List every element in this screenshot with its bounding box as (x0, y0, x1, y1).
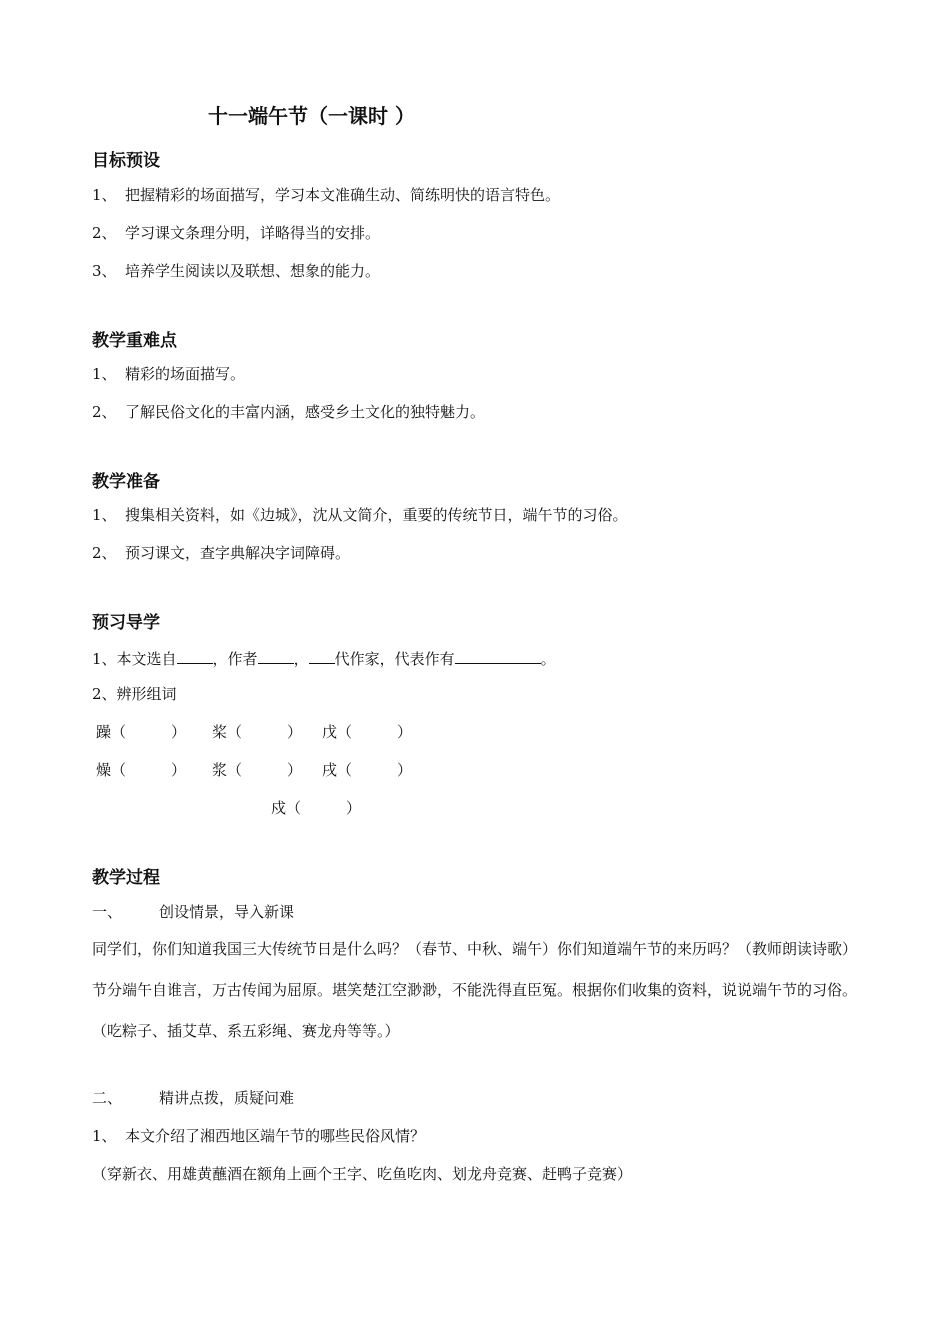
fill-in-question (92, 647, 556, 669)
step-text: 创设情景，导入新课 (159, 903, 295, 921)
fill-text: 1、本文选自 (92, 650, 177, 668)
answer-blank[interactable] (455, 647, 541, 664)
item-text: 培养学生阅读以及联想、想象的能力。 (125, 262, 381, 280)
fill-text: 。 (540, 650, 556, 668)
question-item (92, 1126, 425, 1146)
word-cell: 浆（ ） (212, 761, 303, 779)
item-number: 1、 (92, 186, 117, 204)
list-item (92, 402, 485, 422)
list-item (92, 185, 560, 205)
word-cell: 躁（ ） (96, 723, 187, 741)
item-text: 了解民俗文化的丰富内涵，感受乡土文化的独特魅力。 (125, 403, 486, 421)
item-number: 2、 (92, 544, 117, 562)
fill-text: ， (293, 650, 309, 668)
heading-process: 教学过程 (92, 868, 160, 888)
item-text: 本文介绍了湘西地区端午节的哪些民俗风情？ (125, 1127, 426, 1145)
fill-text: ，作者 (212, 650, 258, 668)
word-cell: 戍（ ） (271, 799, 362, 817)
step-number: 二、 (92, 1089, 123, 1107)
list-item (92, 223, 380, 243)
answer-text: （穿新衣、用雄黄蘸酒在额角上画个王字、吃鱼吃肉、划龙舟竞赛、赶鸭子竞赛） (92, 1165, 633, 1183)
item-number: 1、 (92, 506, 117, 524)
item-text: 精彩的场面描写。 (125, 365, 246, 383)
item-text: 学习课文条理分明，详略得当的安排。 (125, 224, 381, 242)
answer-blank[interactable] (177, 647, 213, 664)
step-heading (92, 1088, 294, 1108)
heading-key-points: 教学重难点 (92, 331, 177, 351)
word-cell: 燥（ ） (96, 761, 187, 779)
paragraph: 同学们，你们知道我国三大传统节日是什么吗？（春节、中秋、端午）你们知道端午节的来历吗？（教师朗读诗歌）节分端午自谁言，万古传闻为屈原。堪笑楚江空渺渺，不能洗得直臣冤。根据你们收集的资料，说说端午节的习俗。（吃粽子、插艾草、系五彩绳、赛龙舟等等。） (92, 940, 858, 1040)
step-number: 一、 (92, 903, 123, 921)
step-text: 精讲点拨，质疑问难 (159, 1089, 295, 1107)
item-text: 搜集相关资料，如《边城》，沈从文简介，重要的传统节日，端午节的习俗。 (125, 506, 628, 524)
heading-goals: 目标预设 (92, 151, 160, 171)
word-cell: 桨（ ） (212, 723, 303, 741)
heading-preview: 预习导学 (92, 613, 160, 633)
word-cell: 戊（ ） (322, 723, 413, 741)
item-number: 2、 (92, 403, 117, 421)
item-text: 把握精彩的场面描写，学习本文准确生动、简练明快的语言特色。 (125, 186, 561, 204)
word-cell: 戌（ ） (322, 761, 413, 779)
answer-blank[interactable] (258, 647, 294, 664)
step-heading (92, 902, 294, 922)
answer-blank[interactable] (309, 647, 335, 664)
list-item (92, 505, 628, 525)
item-text: 预习课文，查字典解决字词障碍。 (125, 544, 351, 562)
item-number: 3、 (92, 262, 117, 280)
list-item (92, 261, 380, 281)
page-title: 十一端午节（一课时 ） (208, 104, 415, 128)
list-item: 2、辨形组词 (92, 685, 177, 703)
heading-preparation: 教学准备 (92, 472, 160, 492)
fill-text: 代作家，代表作有 (334, 650, 455, 668)
item-number: 2、 (92, 224, 117, 242)
list-item (92, 364, 245, 384)
list-item (92, 543, 350, 563)
item-number: 1、 (92, 365, 117, 383)
item-number: 1、 (92, 1127, 117, 1145)
